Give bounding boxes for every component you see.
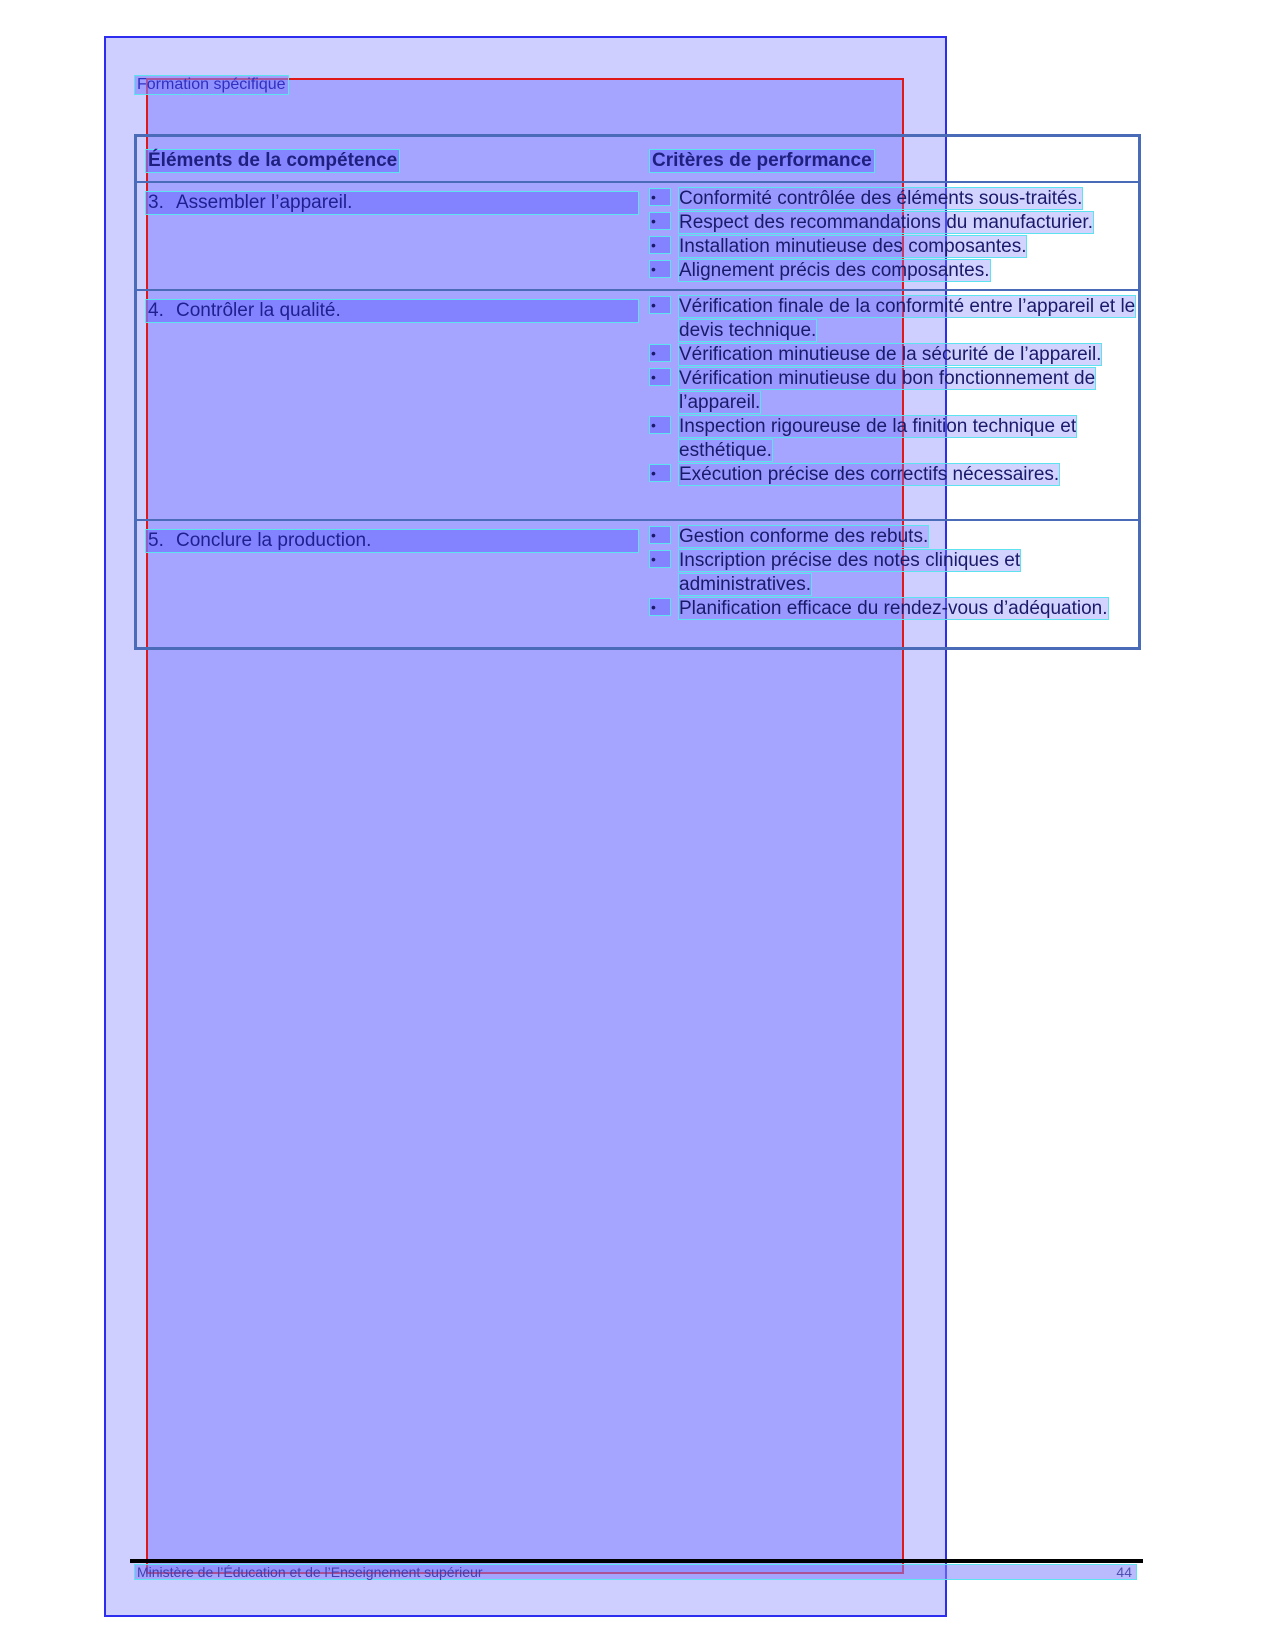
criteria-item xyxy=(649,259,1138,283)
footer-divider xyxy=(130,1559,1143,1563)
table-row xyxy=(137,290,1138,520)
criteria-cell xyxy=(637,290,1138,520)
column-header-criteria-label: Critères de performance xyxy=(649,149,875,173)
element-cell xyxy=(137,182,637,290)
criteria-cell xyxy=(637,520,1138,650)
element-number: 5. xyxy=(148,530,164,551)
criteria-item xyxy=(649,211,1138,235)
element-item xyxy=(145,191,639,215)
bullet-icon: • xyxy=(649,550,671,568)
element-text: Assembler l’appareil. xyxy=(176,192,353,213)
footer-ministry: Ministère de l’Éducation et de l’Enseignement supérieur xyxy=(137,1564,483,1580)
criteria-item xyxy=(649,597,1138,621)
criteria-item xyxy=(649,187,1138,211)
criteria-item xyxy=(649,367,1138,415)
element-number: 3. xyxy=(148,192,164,213)
bullet-icon: • xyxy=(649,368,671,386)
column-header-elements xyxy=(137,137,637,182)
element-text: Contrôler la qualité. xyxy=(176,300,341,321)
criteria-list xyxy=(637,187,1138,283)
criteria-text: Installation minutieuse des composantes. xyxy=(679,236,1027,257)
table-row xyxy=(137,182,1138,290)
criteria-text: Exécution précise des correctifs nécessaires. xyxy=(679,464,1060,485)
criteria-text: Planification efficace du rendez-vous d’adéquation. xyxy=(679,598,1108,619)
criteria-item xyxy=(649,549,1138,597)
bullet-icon: • xyxy=(649,464,671,482)
criteria-item xyxy=(649,463,1138,487)
criteria-list xyxy=(637,295,1138,487)
criteria-text: Respect des recommandations du manufacturier. xyxy=(679,212,1093,233)
criteria-cell xyxy=(637,182,1138,290)
criteria-text: Vérification finale de la conformité entre l’appareil et le devis technique. xyxy=(679,296,1136,341)
bullet-icon: • xyxy=(649,212,671,230)
criteria-text: Gestion conforme des rebuts. xyxy=(679,526,929,547)
element-item xyxy=(145,299,639,323)
bullet-icon: • xyxy=(649,416,671,434)
bullet-icon: • xyxy=(649,188,671,206)
criteria-item xyxy=(649,525,1138,549)
element-number: 4. xyxy=(148,300,164,321)
bullet-icon: • xyxy=(649,236,671,254)
bullet-icon: • xyxy=(649,598,671,616)
criteria-text: Alignement précis des composantes. xyxy=(679,260,990,281)
criteria-text: Inspection rigoureuse de la finition technique et esthétique. xyxy=(679,416,1077,461)
criteria-text: Inscription précise des notes cliniques et administratives. xyxy=(679,550,1021,595)
criteria-text: Conformité contrôlée des éléments sous-traités. xyxy=(679,188,1083,209)
table-row xyxy=(137,520,1138,650)
competence-table xyxy=(134,134,1141,650)
element-item xyxy=(145,529,639,553)
criteria-item xyxy=(649,235,1138,259)
table-header-row xyxy=(137,137,1138,182)
page-number: 44 xyxy=(1116,1564,1132,1580)
element-cell xyxy=(137,290,637,520)
bullet-icon: • xyxy=(649,526,671,544)
criteria-item xyxy=(649,415,1138,463)
criteria-item xyxy=(649,343,1138,367)
bullet-icon: • xyxy=(649,260,671,278)
bullet-icon: • xyxy=(649,296,671,314)
element-text: Conclure la production. xyxy=(176,530,372,551)
criteria-text: Vérification minutieuse de la sécurité de l’appareil. xyxy=(679,344,1102,365)
column-header-elements-label: Éléments de la compétence xyxy=(145,149,400,173)
section-header: Formation spécifique xyxy=(134,75,289,95)
column-header-criteria xyxy=(637,137,1138,182)
criteria-text: Vérification minutieuse du bon fonctionnement de l’appareil. xyxy=(679,368,1096,413)
page-footer xyxy=(134,1564,1137,1580)
element-cell xyxy=(137,520,637,650)
bullet-icon: • xyxy=(649,344,671,362)
criteria-list xyxy=(637,525,1138,621)
criteria-item xyxy=(649,295,1138,343)
